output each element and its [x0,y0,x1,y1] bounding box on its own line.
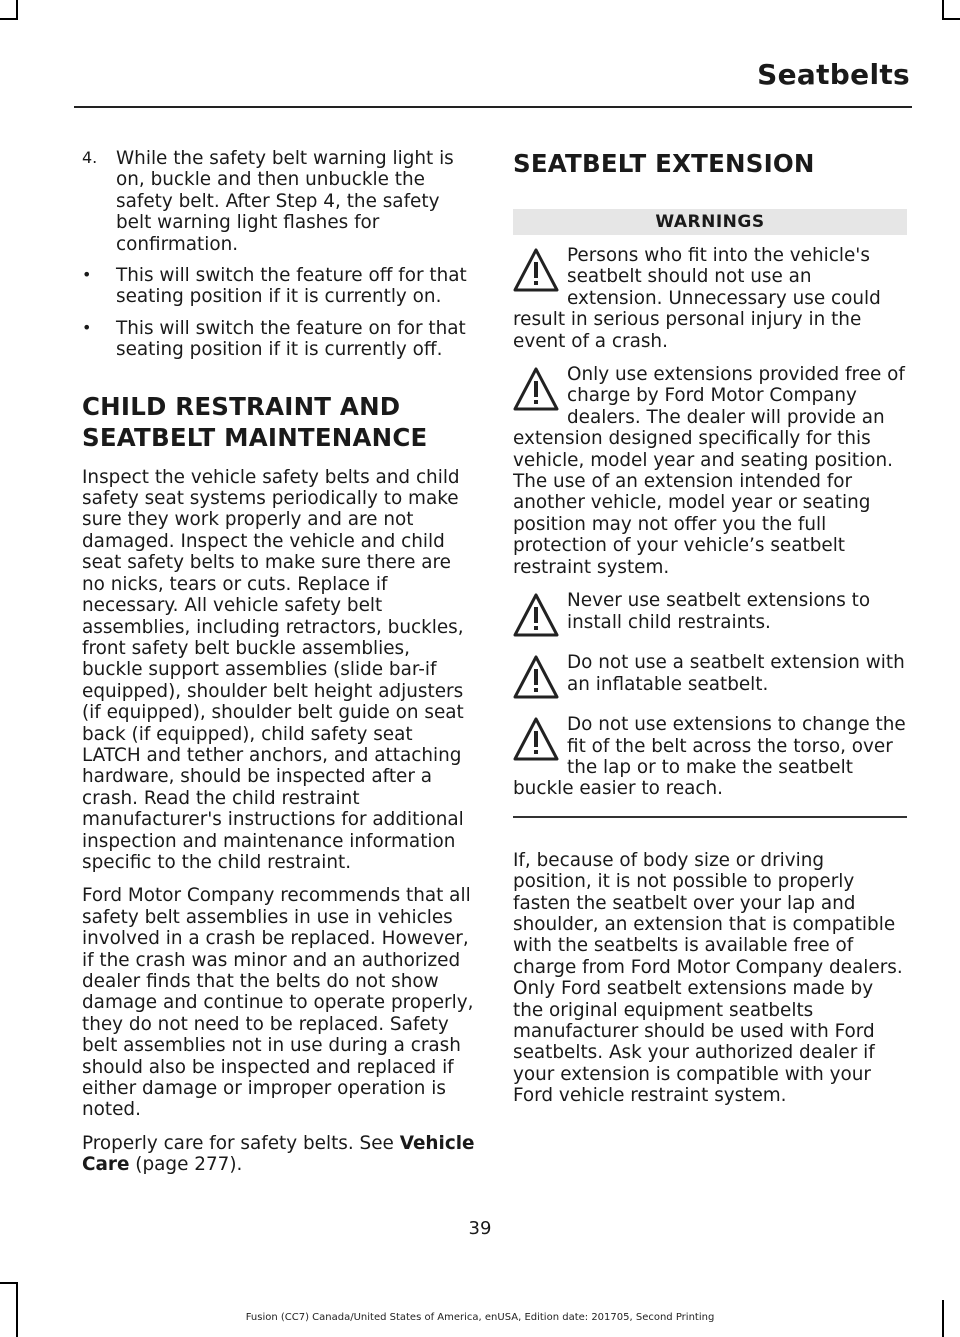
heading-line-2: SEATBELT MAINTENANCE [82,422,428,452]
warning-triangle-icon [513,247,559,293]
warning-triangle-icon [513,592,559,638]
left-column [82,148,476,1188]
heading-line-1: CHILD RESTRAINT AND [82,391,401,421]
maintenance-paragraph: Inspect the vehicle safety belts and child safety seat systems periodically to make sure they work properly and are not damaged. Inspect the vehicle and child seat safety belts to make sure there are no nicks, tears or cuts. Replace if necessary. All vehicle safety belt assemblies, including retractors, buckles, front safety belt buckle assemblies, buckle support assemblies (slide bar-if equipped), shoulder belt height adjusters (if equipped), shoulder belt guide on seat back (if equipped), child safety seat LATCH and tether anchors, and attaching hardware, should be inspected after a crash. Read the child restraint manufacturer's instructions for additional inspection and maintenance information specific to the child restraint. [82,466,464,873]
crop-mark [0,1282,18,1284]
crop-mark [16,1282,18,1337]
warning-text: Never use seatbelt extensions to install child restraints. [567,590,871,633]
page-header-title: Seatbelts [757,58,910,91]
warning-item [513,245,907,352]
warning-item [513,714,907,800]
bullet-item [82,265,476,308]
warnings-title: WARNINGS [513,209,907,235]
warnings-end-rule [513,816,907,818]
crop-mark [0,18,18,20]
warning-item [513,364,907,578]
page-number: 39 [468,1218,492,1239]
warning-triangle-icon [513,366,559,412]
step-text: While the safety belt warning light is on, buckle and then unbuckle the safety belt. After Step 4, the safety belt warning light flashes for confirmation. [116,148,454,255]
bullet-dot: • [82,265,92,285]
warning-text: Do not use a seatbelt extension with an inflatable seatbelt. [567,652,905,695]
crop-mark [942,0,944,20]
section-heading-seatbelt-extension: SEATBELT EXTENSION [513,149,815,178]
footer-edition: Fusion (CC7) Canada/United States of America, enUSA, Edition date: 201705, Second Printing [245,1312,715,1323]
warning-text: Do not use extensions to change the fit of the belt across the torso, over the lap or to make the seatbelt buckle easier to reach. [513,714,906,800]
warning-item [513,590,907,640]
warning-item [513,652,907,702]
section-heading-child-restraint [82,391,476,453]
warning-triangle-icon [513,654,559,700]
right-column [513,148,907,1119]
bullet-text: This will switch the feature on for that seating position if it is currently off. [116,317,466,361]
crop-mark [942,18,960,20]
step-4 [82,148,476,255]
crop-mark [16,0,18,20]
replacement-paragraph: Ford Motor Company recommends that all safety belt assemblies in use in vehicles involved in a crash be replaced. However, if the crash was minor and an authorized dealer finds that the belts do not show damage and continue to operate properly, they do not need to be replaced. Safety belt assemblies not in use during a crash should also be inspected and replaced if either damage or improper operation is noted. [82,885,474,1121]
extension-paragraph: If, because of body size or driving position, it is not possible to properly fasten the seatbelt over your lap and shoulder, an extension that is compatible with the seatbelts is available free of charge from Ford Motor Company dealers. Only Ford seatbelt extensions made by the original equipment seatbelts manufacturer should be used with Ford seatbelts. Ask your authorized dealer if your extension is compatible with your Ford vehicle restraint system. [513,849,903,1107]
warning-text: Only use extensions provided free of charge by Ford Motor Company dealers. The dealer will provide an extension designed specifically for this vehicle, model year and seating position. The use of an extension intended for another vehicle, model year or seating position may not offer you the full protection of your vehicle’s seatbelt restraint system. [513,364,905,578]
bullet-item [82,318,476,361]
vehicle-care-link[interactable]: Vehicle Care [82,1132,475,1176]
warning-triangle-icon [513,716,559,762]
care-suffix: (page 277). [129,1154,243,1176]
care-paragraph [82,1133,476,1176]
bullet-dot: • [82,317,92,337]
header-rule [74,106,912,108]
care-prefix: Properly care for safety belts. See [82,1132,400,1154]
step-number: 4. [82,148,98,167]
bullet-text: This will switch the feature off for that seating position if it is currently on. [116,265,467,308]
warning-text: Persons who fit into the vehicle's seatbelt should not use an extension. Unnecessary use could result in serious personal injury in the event of a crash. [513,245,881,352]
